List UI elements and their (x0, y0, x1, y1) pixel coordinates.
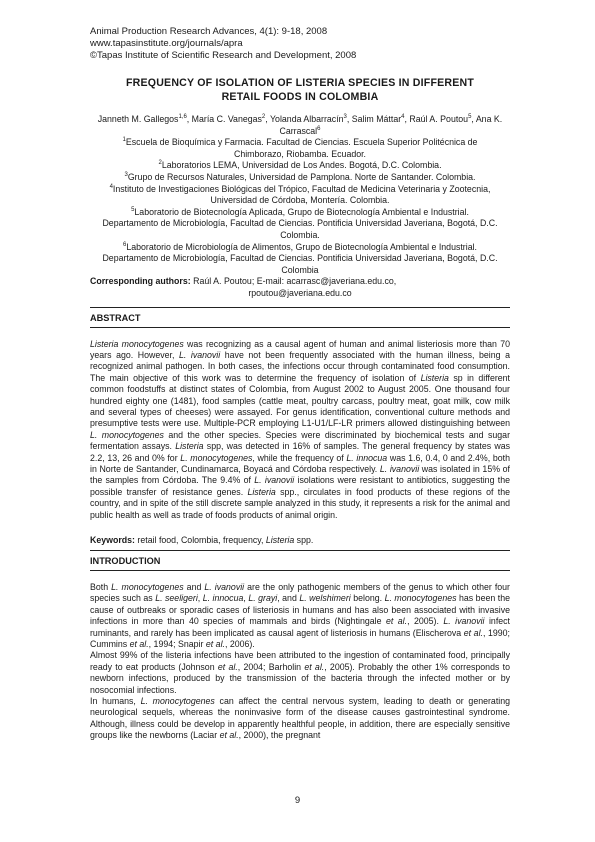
affiliation (90, 207, 510, 242)
abstract-run: spp, was detected in 16% of samples. The general frequency by states was 2.2, 13, 26 and 0% for (90, 441, 511, 463)
affiliation-text: Departamento de Microbiología, Facultad de Ciencias. Pontificia Universidad Javeriana, Bogotá, D.C. (102, 218, 498, 229)
text-run: and (183, 582, 205, 592)
italic-run: et al. (304, 661, 325, 672)
affiliation-sup: 5 (131, 206, 135, 213)
author-separator: , (186, 114, 192, 124)
text-run: , (197, 593, 203, 604)
abstract-run: have not been frequently associated with the human illness, being a recognized animal pathogen. In both cases, the infections occur through contaminated food consumption. The main objective of this work was to determine the frequency of isolation of (90, 349, 510, 383)
abstract-heading: ABSTRACT (90, 312, 141, 323)
text-run: Almost 99% of the listeria infections have been attributed to the ingestion of contaminated food, principally ready to eat products (Johnson (90, 650, 510, 672)
journal-citation: Animal Production Research Advances, 4(1): 9-18, 2008 (90, 26, 328, 37)
italic-run: L. seeligeri (155, 593, 198, 604)
affiliation-sup: 6 (123, 241, 127, 248)
keywords (90, 534, 510, 546)
page-number: 9 (294, 795, 301, 806)
species-name: Listeria (247, 486, 276, 497)
abstract-run: spp., circulates in food products of these regions of the country, and in spite of the still discrete sample analyzed in this study, it represents a risk for the animal and public health as well as trade of foods products of animal origin. (90, 486, 510, 520)
corresponding-label: Corresponding authors: (90, 276, 191, 287)
italic-run: L. monocytogenes (111, 582, 184, 592)
affiliation-text: Escuela de Bioquímica y Farmacia. Facultad de Ciencias. Escuela Superior Politécnica de (125, 137, 478, 148)
affiliation-text: Universidad de Córdoba, Montería. Colombia. (210, 195, 390, 206)
affiliation (90, 242, 510, 277)
introduction-heading: INTRODUCTION (90, 556, 161, 566)
text-run: , (243, 593, 249, 604)
italic-run: et al. (217, 661, 238, 672)
affiliation (90, 172, 510, 184)
text-run: belong. (350, 593, 385, 604)
affiliation-text: Chimborazo, Riobamba. Ecuador. (233, 148, 367, 159)
italic-run: et al. (463, 627, 483, 638)
affiliation-text: Departamento de Microbiología, Facultad de Ciencias. Pontificia Universidad Javeriana, Bogotá, D.C. (102, 253, 498, 264)
italic-run: L. welshimeri (299, 593, 351, 604)
affiliation-text: Laboratorios LEMA, Universidad de Los Andes. Bogotá, D.C. Colombia. (161, 160, 442, 171)
author: Salim Máttar (351, 114, 402, 124)
abstract-run: sp in different common foodstuffs at distinct states of Colombia, from August 2002 to August 2005. One thousand four hundred eighty one (1481), food samples (cattle meat, poultry carcass, poultry meat, goat milk, cow milk and several types of cheeses) were assayed. For genus identification, conventional culture methods and presumptive tests were use. Multiple-PCR employing L1-U1/LF-LR primers allowed distinguishing between (90, 372, 510, 429)
species-name: L. ivanovii (379, 463, 420, 474)
corresponding-email-2: rpoutou@javeriana.edu.co (248, 287, 352, 298)
abstract-run: was recognizing as a causal agent of human and animal listeriosis more than 70 years ago. However, (90, 338, 510, 360)
keywords-label: Keywords: (90, 535, 135, 545)
affiliation-text: Laboratorio de Biotecnología Aplicada, Grupo de Biotecnología Ambiental e Industrial. (134, 206, 469, 217)
affiliation-sup: 2 (158, 160, 162, 167)
corresponding-text: Raúl A. Poutou; E-mail: acarrasc@javeriana.edu.co, (190, 276, 397, 287)
author: María C. Vanegas (191, 114, 262, 124)
keywords-italic: Listeria (265, 535, 295, 545)
text-run: , 2006). (224, 639, 255, 650)
author-sup: 3 (343, 114, 347, 121)
affiliation-text: Colombia (281, 264, 319, 275)
journal-copyright: ©Tapas Institute of Scientific Research and Development, 2008 (90, 50, 357, 61)
author-list (90, 114, 510, 137)
author-separator: , (471, 114, 476, 124)
journal-header (90, 26, 510, 62)
text-run: can affect the central nervous system, leading to death or generating neurological sequels, whereas the noninvasive form of the disease causes gastrointestinal syndrome. Although, illness could be develop in apparently healthful people, in addition, there are especially sensitive groups like the newborns (Laciar (90, 696, 510, 741)
author-sup: 1,6 (178, 114, 187, 121)
author-separator: , (404, 114, 410, 124)
text-run: , 2000), the pregnant (238, 730, 321, 741)
paper-page (90, 26, 510, 742)
abstract-text (90, 339, 510, 522)
species-name: L. innocua (346, 452, 388, 463)
text-run: Both (90, 582, 112, 592)
author: Yolanda Albarracín (270, 114, 344, 124)
keywords-text: retail food, Colombia, frequency, (134, 535, 266, 545)
italic-run: L. innocua (202, 593, 244, 604)
text-run: , 2005). Probably the other 1% corresponds to newborn infections, produced by the transmission of the bacteria through the infected mother or by nosocomial infections. (90, 661, 510, 695)
species-name: L. ivanovii (178, 349, 221, 360)
intro-paragraph-1 (90, 582, 510, 650)
text-run: In humans, (90, 696, 141, 707)
abstract-run: , while the frequency of (252, 452, 347, 463)
italic-run: et al. (129, 639, 149, 650)
author: Raúl A. Poutou (409, 114, 469, 124)
affiliation (90, 137, 510, 160)
intro-paragraph-3 (90, 696, 510, 742)
abstract-run: was 1.6, 0.4, 0 and 2.4%, both in Norte de Santander, Cundinamarca, Boyacá and Córdoba respectively. (90, 452, 510, 474)
text-run: , 1990; Cummins (90, 627, 511, 650)
section-divider (90, 550, 510, 551)
italic-run: L. ivanovii (443, 616, 485, 627)
affiliation-sup: 1 (122, 137, 126, 144)
abstract-run: isolations were resistant to antibiotics, suggesting the possible transfer of resistance genes. (90, 475, 510, 497)
title-line-1: FREQUENCY OF ISOLATION OF LISTERIA SPECIES IN DIFFERENT (125, 77, 475, 89)
abstract-run: was isolated in 15% of the samples from Córdoba. The 9.4% of (90, 463, 510, 486)
affiliation-text: Instituto de Investigaciones Biológicas del Trópico, Facultad de Medicina Veterinaria y Zootecnia, (112, 183, 491, 194)
author-sup: 2 (261, 114, 266, 121)
author: Ana K. Carrascal (279, 114, 503, 136)
affiliation-text: Laboratorio de Microbiología de Alimentos, Grupo de Biotecnología Ambiental e Industrial. (126, 241, 477, 252)
italic-run: L. ivanovii (204, 582, 245, 592)
species-name: L. monocytogenes (90, 429, 164, 440)
affiliation-sup: 3 (124, 172, 128, 179)
journal-url: www.tapasinstitute.org/journals/apra (90, 38, 243, 49)
affiliation-text: Colombia. (280, 229, 320, 240)
species-name: L. ivanovii (254, 475, 295, 486)
affiliation-list (90, 137, 510, 276)
keywords-tail: spp. (294, 535, 314, 545)
italic-run: L. grayi (248, 593, 278, 604)
species-name: Listeria (175, 441, 204, 452)
abstract-run: and the other species. Species were discriminated by biochemical tests and sugar fermentation assays. (90, 429, 510, 452)
corresponding-authors (90, 276, 510, 299)
author-sup: 4 (401, 114, 405, 121)
intro-paragraph-2 (90, 650, 510, 696)
text-run: infect ruminants, and rarely has been implicated as causal agent of listeriosis in humans (Elischerova (90, 616, 510, 638)
italic-run: et al. (385, 616, 408, 627)
author-separator: , (346, 114, 352, 124)
text-run: are the only pathogenic members of the genus to which other four species such as (90, 582, 510, 604)
italic-run: et al. (205, 639, 225, 650)
italic-run: L. monocytogenes (140, 696, 215, 707)
title-line-2: RETAIL FOODS IN COLOMBIA (221, 91, 379, 103)
affiliation (90, 160, 510, 172)
text-run: , 2004; Barholin (237, 661, 305, 672)
text-run: has been the cause of outbreaks or sporadic cases of listeriosis in humans and has also been associated with invasive infections in more than 40 species of mammals and birds (Nightingale (90, 593, 510, 627)
author: Janneth M. Gallegos (97, 114, 179, 124)
affiliation-text: Grupo de Recursos Naturales, Universidad de Pamplona. Norte de Santander. Colombia. (127, 171, 476, 182)
italic-run: L. monocytogenes (384, 593, 457, 604)
paper-title (90, 76, 510, 104)
italic-run: et al. (219, 730, 239, 741)
affiliation (90, 184, 510, 207)
species-name: Listeria monocytogenes (90, 338, 184, 349)
author-sup: 6 (317, 125, 321, 132)
affiliation-sup: 4 (109, 183, 113, 190)
author-separator: , (265, 114, 270, 124)
text-run: , 1994; Snapir (148, 639, 206, 650)
species-name: L. monocytogenes (180, 452, 253, 463)
species-name: Listeria (420, 372, 449, 383)
author-sup: 5 (468, 114, 472, 121)
text-run: , 2005). (407, 616, 444, 627)
text-run: , and (277, 593, 300, 604)
section-divider (90, 307, 510, 308)
